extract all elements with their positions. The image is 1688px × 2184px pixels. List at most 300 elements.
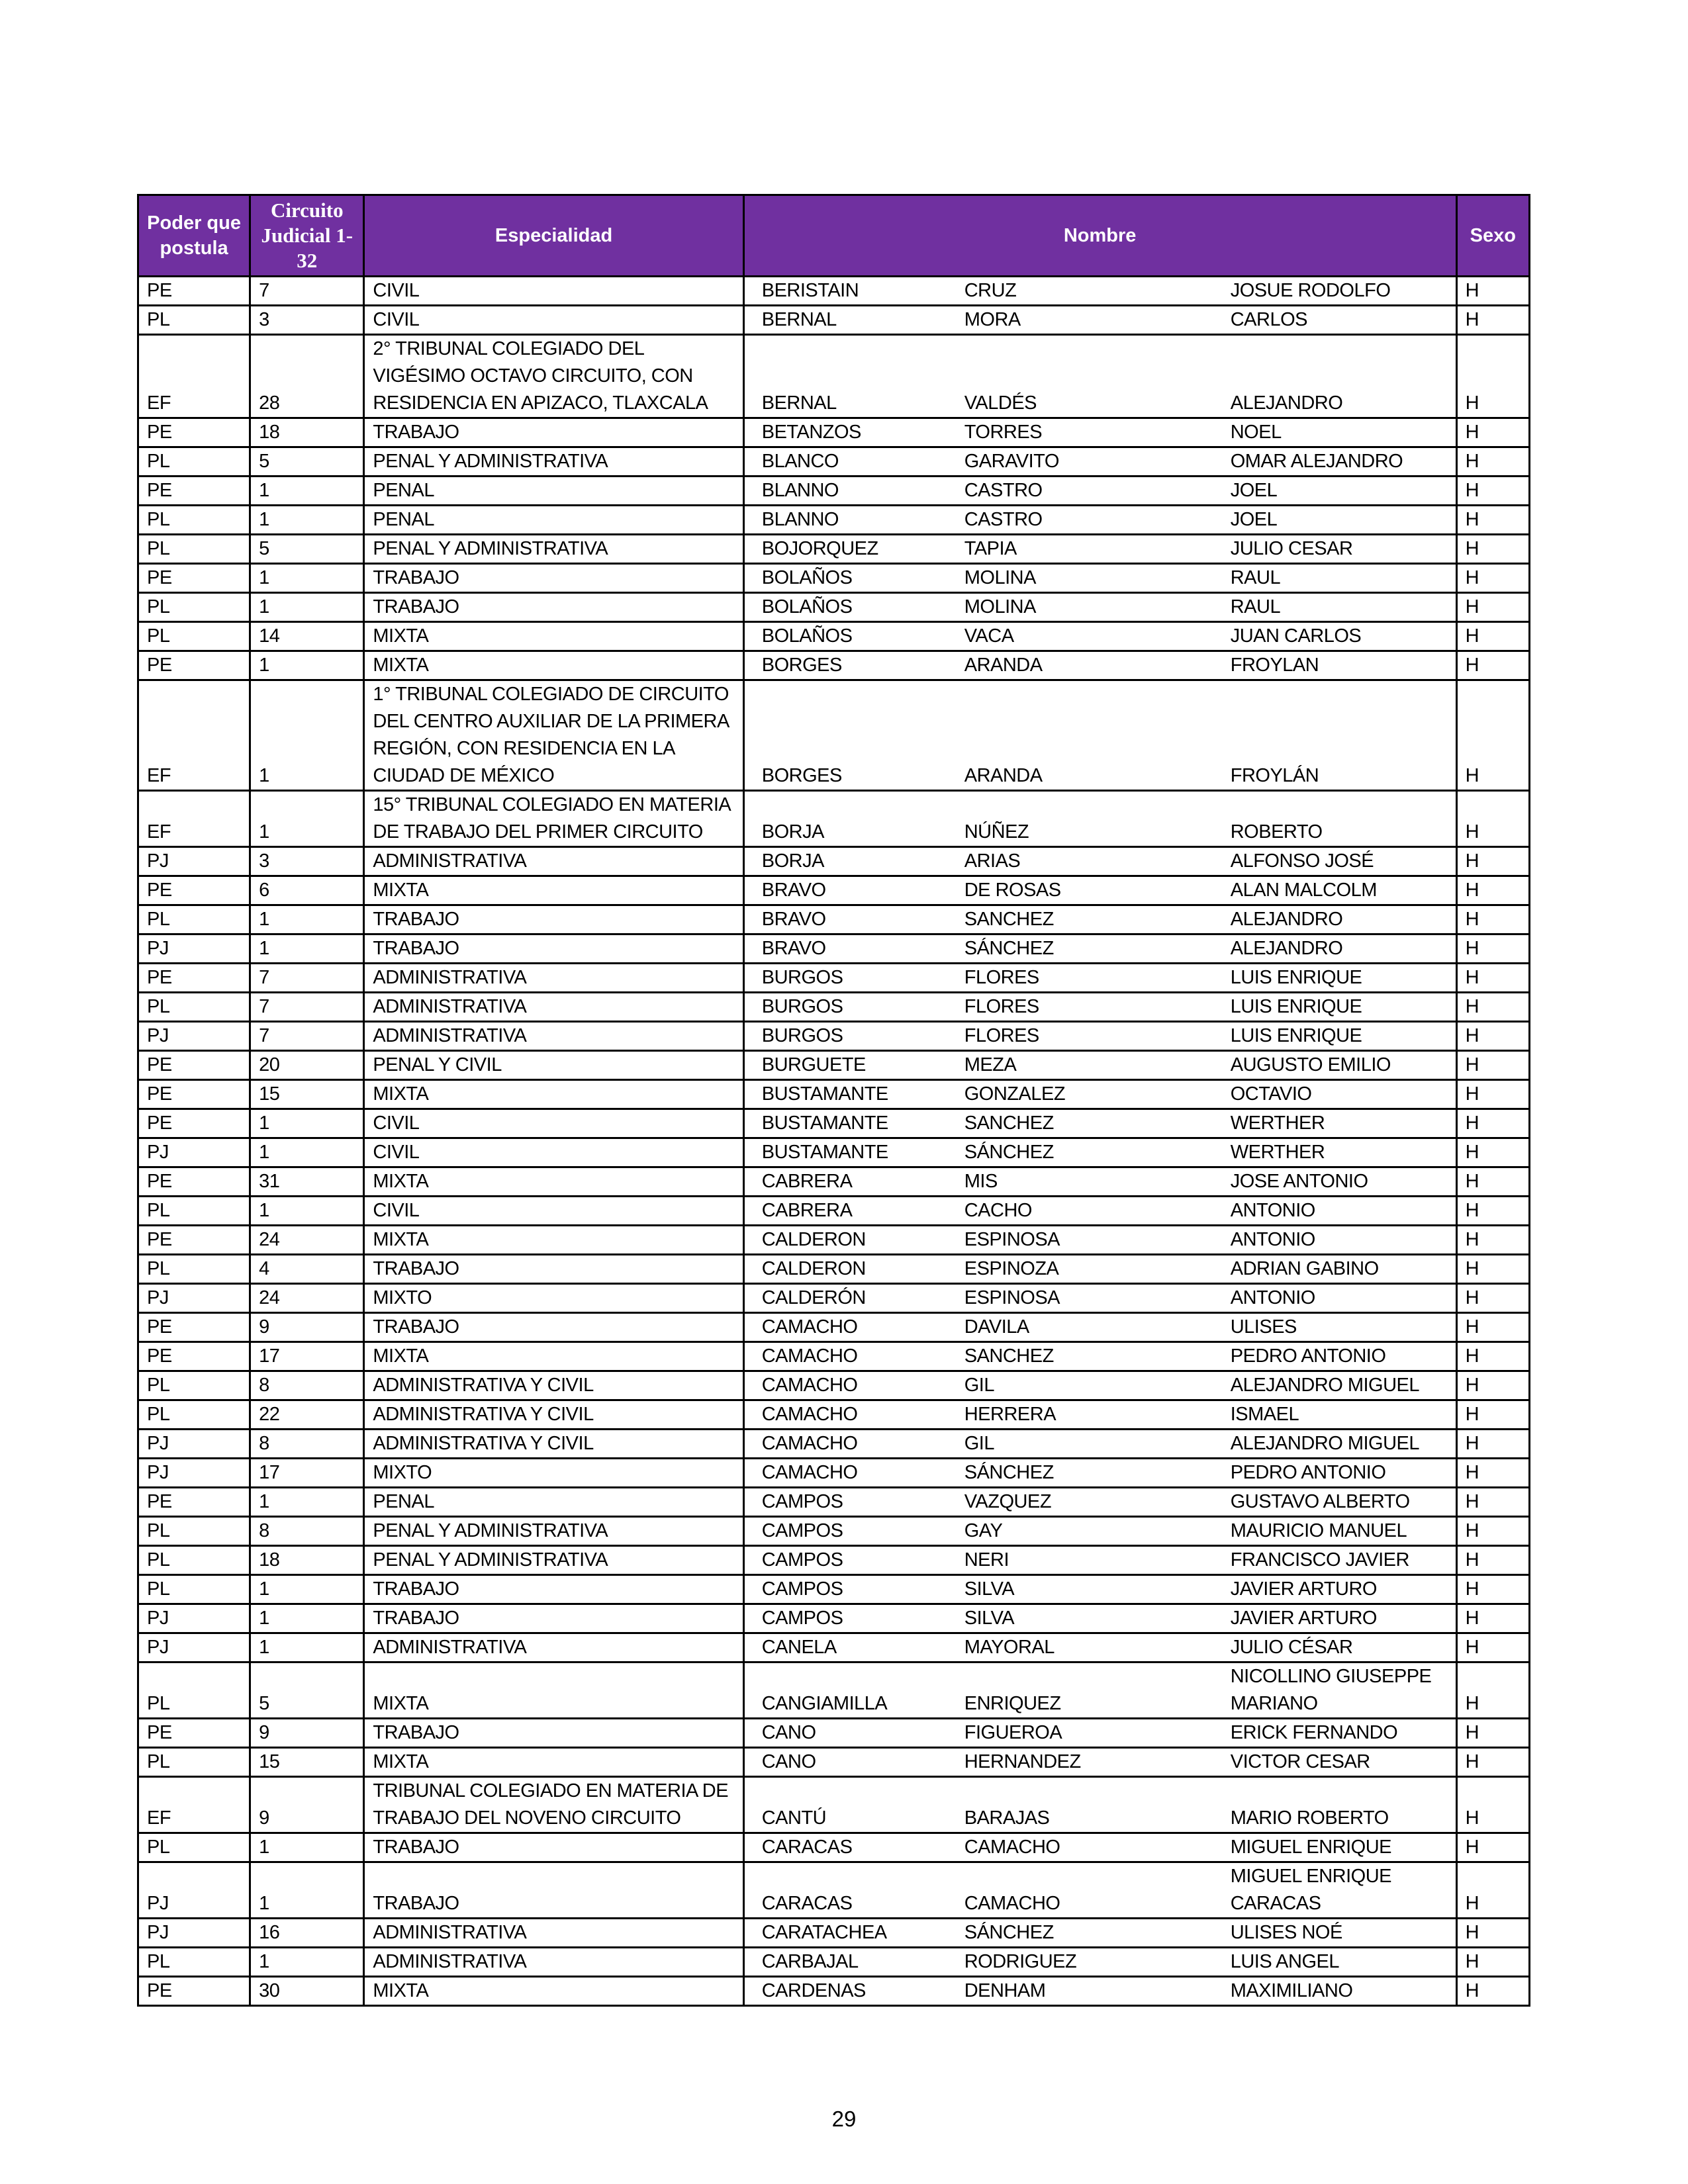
first-surname: CALDERON bbox=[761, 1229, 866, 1250]
cell-poder: PL bbox=[138, 1371, 250, 1400]
table-row bbox=[138, 1284, 1530, 1313]
cell-especialidad: CIVIL bbox=[364, 1109, 743, 1138]
given-names: LUIS ENRIQUE bbox=[1230, 1025, 1362, 1046]
cell-sexo: H bbox=[1456, 1833, 1529, 1862]
cell-poder: PL bbox=[138, 1255, 250, 1284]
table-row bbox=[138, 564, 1530, 593]
cell-sexo: H bbox=[1456, 1977, 1529, 2006]
cell-sexo: H bbox=[1456, 1633, 1529, 1662]
nombre-parts bbox=[753, 848, 1448, 875]
first-surname: CARACAS bbox=[761, 1893, 853, 1914]
nombre-parts bbox=[753, 277, 1448, 304]
cell-poder: PE bbox=[138, 1313, 250, 1342]
cell-nombre bbox=[743, 1342, 1456, 1371]
header-nombre: Nombre bbox=[743, 195, 1456, 277]
cell-poder: PJ bbox=[138, 1138, 250, 1167]
given-names: ANTONIO bbox=[1230, 1287, 1315, 1308]
cell-circuito: 18 bbox=[250, 1546, 364, 1575]
cell-circuito: 9 bbox=[250, 1777, 364, 1833]
cell-especialidad: MIXTO bbox=[364, 1284, 743, 1313]
first-surname: CAMPOS bbox=[761, 1491, 843, 1512]
given-names: LUIS ENRIQUE bbox=[1230, 967, 1362, 988]
nombre-parts bbox=[753, 623, 1448, 650]
nombre-parts bbox=[753, 1576, 1448, 1603]
first-surname: CANO bbox=[761, 1722, 816, 1743]
cell-sexo: H bbox=[1456, 791, 1529, 847]
table-row bbox=[138, 277, 1530, 306]
given-names: WERTHER bbox=[1230, 1113, 1325, 1134]
cell-nombre bbox=[743, 905, 1456, 934]
given-names: ERICK FERNANDO bbox=[1230, 1722, 1398, 1743]
nombre-parts bbox=[753, 1255, 1448, 1283]
table-row bbox=[138, 1517, 1530, 1546]
cell-circuito: 1 bbox=[250, 593, 364, 622]
cell-especialidad: TRABAJO bbox=[364, 1313, 743, 1342]
cell-sexo: H bbox=[1456, 847, 1529, 876]
cell-especialidad: MIXTA bbox=[364, 1748, 743, 1777]
cell-nombre bbox=[743, 1226, 1456, 1255]
nombre-parts bbox=[753, 1719, 1448, 1747]
second-surname: BARAJAS bbox=[964, 1807, 1050, 1829]
cell-nombre bbox=[743, 651, 1456, 680]
first-surname: BLANCO bbox=[761, 451, 839, 472]
cell-circuito: 1 bbox=[250, 477, 364, 506]
first-surname: BOLAÑOS bbox=[761, 567, 853, 588]
given-names: ALEJANDRO MIGUEL bbox=[1230, 1375, 1420, 1396]
table-row bbox=[138, 1430, 1530, 1459]
first-surname: CANGIAMILLA bbox=[761, 1693, 888, 1714]
cell-sexo: H bbox=[1456, 1575, 1529, 1604]
cell-especialidad: MIXTA bbox=[364, 876, 743, 905]
cell-nombre bbox=[743, 477, 1456, 506]
cell-sexo: H bbox=[1456, 1167, 1529, 1197]
second-surname: ARANDA bbox=[964, 765, 1043, 786]
second-surname: MEZA bbox=[964, 1054, 1017, 1075]
cell-especialidad: PENAL Y ADMINISTRATIVA bbox=[364, 1546, 743, 1575]
cell-poder: PE bbox=[138, 564, 250, 593]
table-row bbox=[138, 1022, 1530, 1051]
cell-especialidad: TRABAJO bbox=[364, 1719, 743, 1748]
cell-nombre bbox=[743, 1719, 1456, 1748]
cell-especialidad: TRABAJO bbox=[364, 1833, 743, 1862]
first-surname: CANELA bbox=[761, 1637, 837, 1658]
nombre-parts bbox=[753, 1081, 1448, 1108]
second-surname: ARANDA bbox=[964, 655, 1043, 676]
first-surname: BURGOS bbox=[761, 996, 843, 1017]
cell-especialidad: TRABAJO bbox=[364, 418, 743, 447]
cell-circuito: 1 bbox=[250, 1197, 364, 1226]
given-names: AUGUSTO EMILIO bbox=[1230, 1054, 1391, 1075]
cell-nombre bbox=[743, 876, 1456, 905]
given-names: LUIS ANGEL bbox=[1230, 1951, 1339, 1972]
cell-poder: PL bbox=[138, 593, 250, 622]
nombre-parts bbox=[753, 1197, 1448, 1224]
second-surname: GAY bbox=[964, 1520, 1003, 1541]
nombre-parts bbox=[753, 594, 1448, 621]
cell-poder: PL bbox=[138, 1948, 250, 1977]
first-surname: BERNAL bbox=[761, 392, 837, 414]
cell-poder: PL bbox=[138, 1748, 250, 1777]
cell-especialidad: MIXTA bbox=[364, 651, 743, 680]
second-surname: DE ROSAS bbox=[964, 880, 1061, 901]
cell-circuito: 3 bbox=[250, 847, 364, 876]
table-row bbox=[138, 1138, 1530, 1167]
given-names: NOEL bbox=[1230, 422, 1282, 443]
cell-circuito: 9 bbox=[250, 1719, 364, 1748]
cell-circuito: 1 bbox=[250, 1109, 364, 1138]
given-names: ALEJANDRO bbox=[1230, 909, 1343, 930]
cell-circuito: 1 bbox=[250, 934, 364, 964]
given-names: MIGUEL ENRIQUE bbox=[1230, 1837, 1392, 1858]
cell-poder: PL bbox=[138, 622, 250, 651]
cell-especialidad: MIXTA bbox=[364, 1080, 743, 1109]
cell-nombre bbox=[743, 791, 1456, 847]
cell-poder: PE bbox=[138, 277, 250, 306]
cell-circuito: 1 bbox=[250, 1862, 364, 1919]
second-surname: VACA bbox=[964, 625, 1014, 647]
cell-circuito: 20 bbox=[250, 1051, 364, 1080]
given-names: FRANCISCO JAVIER bbox=[1230, 1549, 1409, 1570]
cell-sexo: H bbox=[1456, 1051, 1529, 1080]
cell-poder: PL bbox=[138, 1197, 250, 1226]
nombre-parts bbox=[753, 1023, 1448, 1050]
cell-poder: PL bbox=[138, 993, 250, 1022]
given-names: OMAR ALEJANDRO bbox=[1230, 451, 1403, 472]
cell-nombre bbox=[743, 1919, 1456, 1948]
given-names: FROYLÁN bbox=[1230, 765, 1319, 786]
cell-circuito: 1 bbox=[250, 506, 364, 535]
given-names: RAUL bbox=[1230, 596, 1281, 617]
table-row bbox=[138, 1575, 1530, 1604]
table-row bbox=[138, 622, 1530, 651]
cell-sexo: H bbox=[1456, 1459, 1529, 1488]
cell-especialidad: ADMINISTRATIVA Y CIVIL bbox=[364, 1371, 743, 1400]
nombre-parts bbox=[753, 565, 1448, 592]
cell-nombre bbox=[743, 506, 1456, 535]
cell-especialidad: 2° TRIBUNAL COLEGIADO DEL VIGÉSIMO OCTAVO CIRCUITO, CON RESIDENCIA EN APIZACO, TLAXCALA bbox=[364, 335, 743, 418]
cell-sexo: H bbox=[1456, 593, 1529, 622]
table-row bbox=[138, 477, 1530, 506]
table-row bbox=[138, 447, 1530, 477]
nombre-parts bbox=[753, 1401, 1448, 1428]
table-row bbox=[138, 651, 1530, 680]
cell-nombre bbox=[743, 1862, 1456, 1919]
nombre-parts bbox=[753, 652, 1448, 679]
cell-poder: PJ bbox=[138, 1284, 250, 1313]
first-surname: BORJA bbox=[761, 821, 824, 842]
cell-nombre bbox=[743, 447, 1456, 477]
second-surname: FLORES bbox=[964, 967, 1039, 988]
first-surname: BURGOS bbox=[761, 967, 843, 988]
nombre-parts bbox=[753, 1372, 1448, 1399]
cell-poder: PE bbox=[138, 1977, 250, 2006]
given-names: PEDRO ANTONIO bbox=[1230, 1345, 1386, 1367]
cell-nombre bbox=[743, 564, 1456, 593]
cell-sexo: H bbox=[1456, 447, 1529, 477]
cell-sexo: H bbox=[1456, 934, 1529, 964]
cell-especialidad: 15° TRIBUNAL COLEGIADO EN MATERIA DE TRABAJO DEL PRIMER CIRCUITO bbox=[364, 791, 743, 847]
table-body bbox=[138, 277, 1530, 2006]
first-surname: BOLAÑOS bbox=[761, 625, 853, 647]
nombre-parts bbox=[753, 1805, 1448, 1832]
table-row bbox=[138, 1051, 1530, 1080]
cell-especialidad: ADMINISTRATIVA bbox=[364, 993, 743, 1022]
table-row bbox=[138, 1833, 1530, 1862]
cell-nombre bbox=[743, 335, 1456, 418]
cell-circuito: 1 bbox=[250, 1604, 364, 1633]
cell-poder: PE bbox=[138, 1109, 250, 1138]
table-row bbox=[138, 335, 1530, 418]
first-surname: BUSTAMANTE bbox=[761, 1083, 888, 1105]
second-surname: FIGUEROA bbox=[964, 1722, 1062, 1743]
table-row bbox=[138, 680, 1530, 791]
first-surname: BOLAÑOS bbox=[761, 596, 853, 617]
given-names: ALEJANDRO bbox=[1230, 392, 1343, 414]
candidates-table bbox=[137, 194, 1530, 2007]
cell-nombre bbox=[743, 1459, 1456, 1488]
cell-especialidad: MIXTA bbox=[364, 1977, 743, 2006]
cell-nombre bbox=[743, 1400, 1456, 1430]
table-row bbox=[138, 1167, 1530, 1197]
cell-especialidad: PENAL bbox=[364, 1488, 743, 1517]
cell-sexo: H bbox=[1456, 1777, 1529, 1833]
nombre-parts bbox=[753, 306, 1448, 334]
cell-nombre bbox=[743, 1833, 1456, 1862]
header-poder: Poder que postula bbox=[138, 195, 250, 277]
given-names: JULIO CÉSAR bbox=[1230, 1637, 1353, 1658]
first-surname: CALDERÓN bbox=[761, 1287, 866, 1308]
cell-nombre bbox=[743, 1255, 1456, 1284]
nombre-parts bbox=[753, 1168, 1448, 1195]
cell-circuito: 1 bbox=[250, 1833, 364, 1862]
cell-nombre bbox=[743, 277, 1456, 306]
table-row bbox=[138, 876, 1530, 905]
second-surname: DAVILA bbox=[964, 1316, 1029, 1338]
given-names: ULISES NOÉ bbox=[1230, 1922, 1342, 1943]
given-names: ANTONIO bbox=[1230, 1229, 1315, 1250]
cell-circuito: 24 bbox=[250, 1226, 364, 1255]
cell-poder: PL bbox=[138, 1575, 250, 1604]
cell-nombre bbox=[743, 1109, 1456, 1138]
second-surname: MOLINA bbox=[964, 567, 1036, 588]
nombre-parts bbox=[753, 1663, 1448, 1717]
cell-circuito: 1 bbox=[250, 1138, 364, 1167]
cell-sexo: H bbox=[1456, 535, 1529, 564]
nombre-parts bbox=[753, 506, 1448, 533]
cell-sexo: H bbox=[1456, 1284, 1529, 1313]
table-row bbox=[138, 1662, 1530, 1719]
first-surname: BLANNO bbox=[761, 509, 839, 530]
nombre-parts bbox=[753, 1518, 1448, 1545]
cell-especialidad: TRABAJO bbox=[364, 1604, 743, 1633]
cell-poder: PL bbox=[138, 306, 250, 335]
cell-nombre bbox=[743, 418, 1456, 447]
first-surname: BUSTAMANTE bbox=[761, 1113, 888, 1134]
cell-sexo: H bbox=[1456, 1197, 1529, 1226]
cell-poder: PE bbox=[138, 964, 250, 993]
second-surname: ARIAS bbox=[964, 850, 1021, 872]
cell-poder: EF bbox=[138, 1777, 250, 1833]
table-row bbox=[138, 1313, 1530, 1342]
second-surname: CASTRO bbox=[964, 509, 1043, 530]
cell-nombre bbox=[743, 993, 1456, 1022]
cell-circuito: 31 bbox=[250, 1167, 364, 1197]
cell-sexo: H bbox=[1456, 1255, 1529, 1284]
second-surname: MIS bbox=[964, 1171, 998, 1192]
nombre-parts bbox=[753, 1863, 1448, 1917]
table-row bbox=[138, 1459, 1530, 1488]
first-surname: CAMACHO bbox=[761, 1375, 858, 1396]
nombre-parts bbox=[753, 762, 1448, 790]
cell-circuito: 17 bbox=[250, 1459, 364, 1488]
cell-poder: PJ bbox=[138, 1459, 250, 1488]
cell-poder: PL bbox=[138, 1400, 250, 1430]
first-surname: CAMACHO bbox=[761, 1316, 858, 1338]
cell-sexo: H bbox=[1456, 1662, 1529, 1719]
cell-especialidad: TRABAJO bbox=[364, 1575, 743, 1604]
first-surname: BRAVO bbox=[761, 938, 826, 959]
cell-circuito: 6 bbox=[250, 876, 364, 905]
given-names: ALEJANDRO MIGUEL bbox=[1230, 1433, 1420, 1454]
cell-sexo: H bbox=[1456, 1919, 1529, 1948]
second-surname: ENRIQUEZ bbox=[964, 1693, 1061, 1714]
given-names: GUSTAVO ALBERTO bbox=[1230, 1491, 1410, 1512]
table-row bbox=[138, 993, 1530, 1022]
given-names: PEDRO ANTONIO bbox=[1230, 1462, 1386, 1483]
cell-sexo: H bbox=[1456, 1400, 1529, 1430]
cell-circuito: 17 bbox=[250, 1342, 364, 1371]
second-surname: SILVA bbox=[964, 1578, 1015, 1600]
cell-poder: PE bbox=[138, 1342, 250, 1371]
cell-nombre bbox=[743, 1633, 1456, 1662]
second-surname: SÁNCHEZ bbox=[964, 1462, 1054, 1483]
nombre-parts bbox=[753, 1605, 1448, 1632]
nombre-parts bbox=[753, 819, 1448, 846]
second-surname: GONZALEZ bbox=[964, 1083, 1066, 1105]
cell-circuito: 14 bbox=[250, 622, 364, 651]
first-surname: BURGOS bbox=[761, 1025, 843, 1046]
cell-circuito: 8 bbox=[250, 1430, 364, 1459]
cell-especialidad: ADMINISTRATIVA bbox=[364, 1948, 743, 1977]
first-surname: CAMACHO bbox=[761, 1345, 858, 1367]
header-especialidad: Especialidad bbox=[364, 195, 743, 277]
nombre-parts bbox=[753, 877, 1448, 904]
cell-poder: PL bbox=[138, 905, 250, 934]
cell-poder: PL bbox=[138, 535, 250, 564]
first-surname: BUSTAMANTE bbox=[761, 1142, 888, 1163]
second-surname: ESPINOZA bbox=[964, 1258, 1059, 1279]
cell-sexo: H bbox=[1456, 876, 1529, 905]
cell-nombre bbox=[743, 1022, 1456, 1051]
cell-especialidad: CIVIL bbox=[364, 1138, 743, 1167]
cell-nombre bbox=[743, 1284, 1456, 1313]
given-names: JOEL bbox=[1230, 509, 1278, 530]
first-surname: BETANZOS bbox=[761, 422, 861, 443]
first-surname: BORGES bbox=[761, 765, 842, 786]
given-names: ULISES bbox=[1230, 1316, 1297, 1338]
nombre-parts bbox=[753, 1978, 1448, 2005]
cell-circuito: 7 bbox=[250, 277, 364, 306]
cell-sexo: H bbox=[1456, 1604, 1529, 1633]
cell-nombre bbox=[743, 1662, 1456, 1719]
cell-sexo: H bbox=[1456, 1080, 1529, 1109]
cell-nombre bbox=[743, 1488, 1456, 1517]
cell-circuito: 28 bbox=[250, 335, 364, 418]
cell-poder: PE bbox=[138, 1488, 250, 1517]
table-row bbox=[138, 1719, 1530, 1748]
second-surname: NÚÑEZ bbox=[964, 821, 1029, 842]
nombre-parts bbox=[753, 1226, 1448, 1253]
cell-especialidad: MIXTA bbox=[364, 1662, 743, 1719]
second-surname: SILVA bbox=[964, 1608, 1015, 1629]
cell-poder: PE bbox=[138, 1080, 250, 1109]
table-row bbox=[138, 593, 1530, 622]
second-surname: CAMACHO bbox=[964, 1893, 1060, 1914]
cell-sexo: H bbox=[1456, 1109, 1529, 1138]
cell-sexo: H bbox=[1456, 622, 1529, 651]
cell-circuito: 1 bbox=[250, 1488, 364, 1517]
first-surname: BLANNO bbox=[761, 480, 839, 501]
cell-nombre bbox=[743, 1313, 1456, 1342]
nombre-parts bbox=[753, 390, 1448, 417]
cell-poder: PJ bbox=[138, 1430, 250, 1459]
second-surname: ESPINOSA bbox=[964, 1287, 1060, 1308]
cell-sexo: H bbox=[1456, 905, 1529, 934]
cell-nombre bbox=[743, 680, 1456, 791]
cell-poder: PJ bbox=[138, 1633, 250, 1662]
cell-sexo: H bbox=[1456, 1719, 1529, 1748]
cell-nombre bbox=[743, 1167, 1456, 1197]
cell-circuito: 1 bbox=[250, 905, 364, 934]
cell-sexo: H bbox=[1456, 1313, 1529, 1342]
table-row bbox=[138, 1546, 1530, 1575]
table-row bbox=[138, 1488, 1530, 1517]
cell-nombre bbox=[743, 1371, 1456, 1400]
cell-circuito: 24 bbox=[250, 1284, 364, 1313]
given-names: JOSUE RODOLFO bbox=[1230, 280, 1391, 301]
cell-nombre bbox=[743, 622, 1456, 651]
table-row bbox=[138, 1633, 1530, 1662]
cell-especialidad: MIXTO bbox=[364, 1459, 743, 1488]
second-surname: FLORES bbox=[964, 1025, 1039, 1046]
cell-especialidad: TRABAJO bbox=[364, 1255, 743, 1284]
cell-poder: PJ bbox=[138, 1862, 250, 1919]
cell-nombre bbox=[743, 964, 1456, 993]
cell-circuito: 1 bbox=[250, 791, 364, 847]
second-surname: FLORES bbox=[964, 996, 1039, 1017]
cell-especialidad: MIXTA bbox=[364, 1226, 743, 1255]
cell-nombre bbox=[743, 847, 1456, 876]
cell-especialidad: PENAL Y ADMINISTRATIVA bbox=[364, 1517, 743, 1546]
cell-poder: PL bbox=[138, 447, 250, 477]
table-row bbox=[138, 934, 1530, 964]
cell-poder: EF bbox=[138, 791, 250, 847]
second-surname: CAMACHO bbox=[964, 1837, 1060, 1858]
cell-circuito: 5 bbox=[250, 535, 364, 564]
nombre-parts bbox=[753, 419, 1448, 446]
table-row bbox=[138, 1977, 1530, 2006]
table-row bbox=[138, 1255, 1530, 1284]
cell-poder: PL bbox=[138, 1662, 250, 1719]
table-header-row bbox=[138, 195, 1530, 277]
table-row bbox=[138, 1226, 1530, 1255]
first-surname: CARATACHEA bbox=[761, 1922, 887, 1943]
cell-circuito: 22 bbox=[250, 1400, 364, 1430]
cell-especialidad: TRABAJO bbox=[364, 593, 743, 622]
second-surname: SÁNCHEZ bbox=[964, 1142, 1054, 1163]
second-surname: SANCHEZ bbox=[964, 1113, 1054, 1134]
cell-poder: PE bbox=[138, 418, 250, 447]
